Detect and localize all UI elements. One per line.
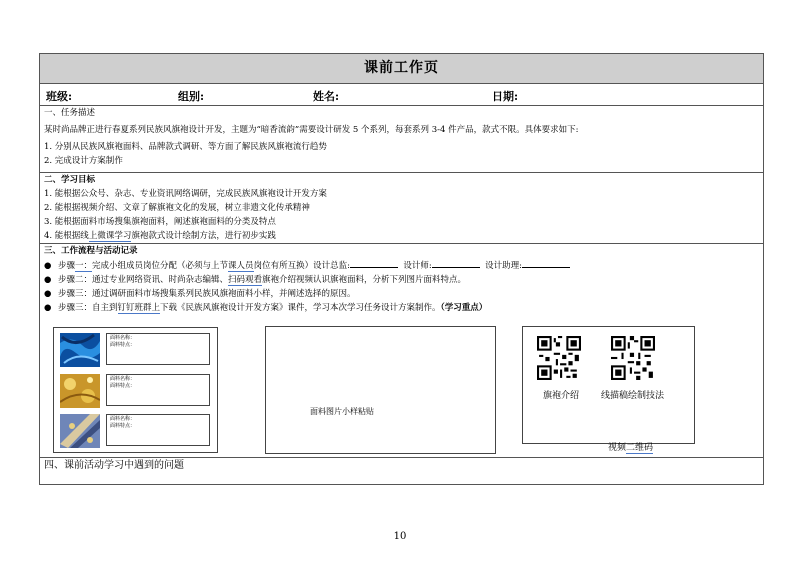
flow-step-2: ● 步骤二：通过专业网络资讯、时尚杂志编辑、扫码观看旗袍介绍视频认识旗袍面料，分析下列图片面料特点。 — [44, 275, 467, 285]
qr-label-qipao-intro: 旗袍介绍 — [543, 391, 580, 401]
fabric-row-3 — [60, 414, 210, 448]
fabric-paste-area[interactable] — [265, 326, 496, 454]
qr-caption: 视频二维码 — [608, 443, 654, 453]
designer-blank[interactable] — [432, 258, 480, 268]
qr-code-box — [522, 326, 695, 444]
qr-label-line-drawing: 线描稿绘制技法 — [601, 391, 665, 401]
flow-section — [40, 244, 763, 458]
worksheet-title: 课前工作页 — [40, 54, 763, 84]
task-item-2: 2. 完成设计方案制作 — [44, 156, 123, 166]
goal-item-4-underline: 上微课学习 — [88, 231, 132, 241]
goals-heading: 二、学习目标 — [44, 175, 96, 185]
fabric-analysis-box — [53, 327, 218, 453]
qr-code-icon[interactable] — [537, 336, 581, 380]
goal-item-3: 3. 能根据面料市场搜集旗袍面料，阐述旗袍面料的分类及特点 — [44, 217, 276, 227]
group-label: 组别: — [178, 90, 205, 103]
fabric-label-1[interactable]: 面料名称： 面料特点： — [106, 333, 210, 365]
date-label: 日期: — [492, 90, 519, 103]
name-label: 姓名: — [313, 90, 340, 103]
page-number: 10 — [393, 531, 407, 542]
worksheet — [39, 53, 764, 485]
goal-item-4: 4. 能根据线上微课学习旗袍款式设计绘制方法，进行初步实践 — [44, 231, 276, 241]
problems-section: 四、课前活动学习中遇到的问题 — [44, 460, 184, 471]
fabric-label-2[interactable]: 面料名称： 面料特点： — [106, 374, 210, 406]
flow-step-3: ● 步骤三：通过调研面料市场搜集系列民族风旗袍面料小样，并阐述选择的原因。 — [44, 289, 356, 299]
flow-step-4: ● 步骤三：自主到钉钉班群上下载《民族风旗袍设计开发方案》课件，学习本次学习任务设计方案制作。（学习重点） — [44, 303, 488, 313]
class-label: 班级: — [46, 90, 73, 103]
gold-brocade-image — [60, 374, 100, 408]
flow-step-1: ● 步骤一：完成小组成员岗位分配（必须与上节课人员岗位有所互换）设计总监: 设计师: 设计助理: — [44, 258, 759, 273]
goals-section — [40, 173, 763, 244]
info-row — [40, 84, 763, 106]
task-heading: 一、任务描述 — [44, 108, 96, 118]
goal-item-1: 1. 能根据公众号、杂志、专业资讯网络调研，完成民族风旗袍设计开发方案 — [44, 189, 327, 199]
goal-item-2: 2. 能根据视频介绍、文章了解旗袍文化的发展，树立非遗文化传承精神 — [44, 203, 310, 213]
blue-silk-image — [60, 333, 100, 367]
fabric-row-2 — [60, 374, 210, 408]
task-description: 某时尚品牌正进行春夏系列民族风旗袍设计开发，主题为“暗香流韵”需要设计研发 5 个系列，每套系列 3-4 件产品，款式不限。具体要求如下: — [44, 125, 579, 135]
director-blank[interactable] — [350, 258, 398, 268]
assistant-blank[interactable] — [522, 258, 570, 268]
qr-code-icon[interactable] — [611, 336, 655, 380]
task-item-1: 1. 分别从民族风旗袍面料、品牌款式调研、等方面了解民族风旗袍流行趋势 — [44, 142, 327, 152]
task-section — [40, 106, 763, 173]
paste-label: 面料图片小样粘贴 — [310, 407, 374, 416]
patterned-fabric-image — [60, 414, 100, 448]
fabric-label-3[interactable]: 面料名称： 面料特点： — [106, 414, 210, 446]
flow-heading: 三、工作流程与活动记录 — [44, 246, 138, 256]
fabric-row-1 — [60, 333, 210, 367]
